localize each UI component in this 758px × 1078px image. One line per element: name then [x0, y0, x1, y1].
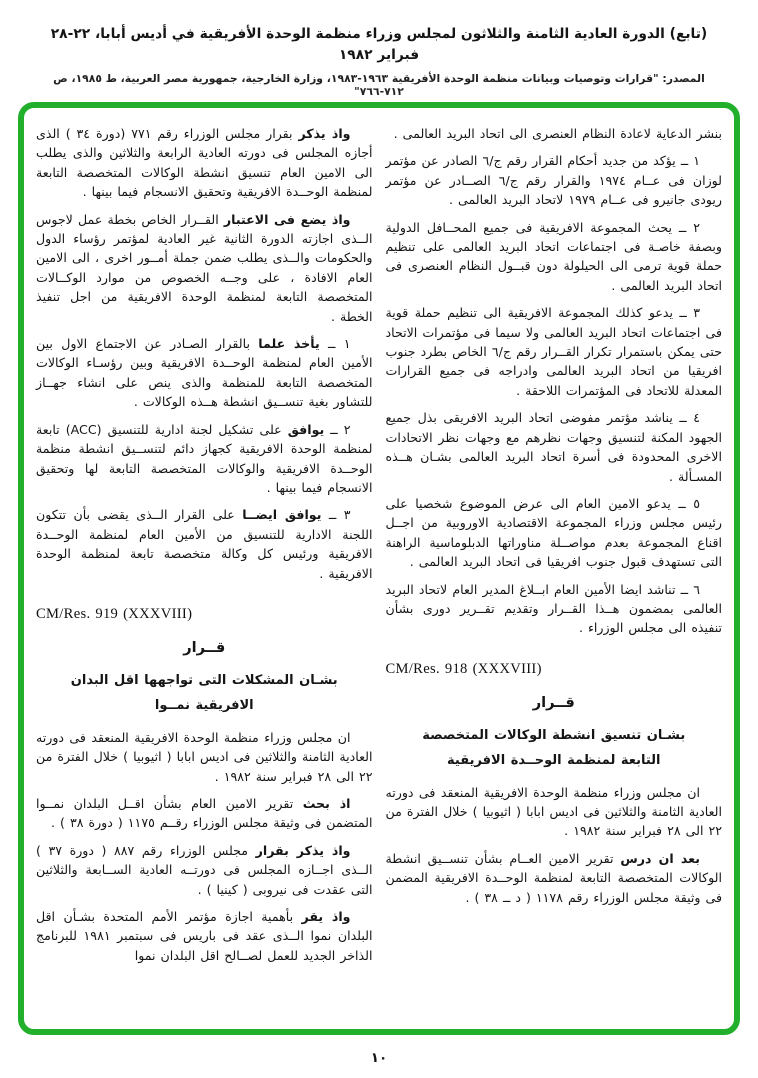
paragraph-lead: واذ يضع فى الاعتبار — [223, 211, 351, 227]
paragraph-text: بنشر الدعاية لاعادة النظام العنصرى الى اتحاد البريد العالمى . — [393, 126, 722, 141]
column-left — [36, 124, 373, 1023]
paragraph-text: بالقرار الصـادر عن الاجتماع الاول بين الأمين العام لمنظمة الوحــدة الافريقية وبين رؤسـاء الوكالات المتخصصة التابعة للمنظمة والذى ينص على انشاء جهــاز للتشاور بغية تنســيق انشطة هــذه الوكالات . — [36, 336, 373, 410]
resolution-reference: CM/Res. 919 (XXXVIII) — [36, 605, 193, 622]
session-title: (تابع) الدورة العادية الثامنة والثلاثون لمجلس وزراء منظمة الوحدة الأفريقية في أديس أبابا، ٢٢-٢٨ فبراير ١٩٨٢ — [50, 26, 708, 63]
paragraph — [386, 849, 723, 907]
paragraph — [386, 783, 723, 841]
paragraph-lead: واذ يذكر — [298, 126, 351, 141]
paragraph — [386, 218, 723, 296]
paragraph — [386, 303, 723, 400]
paragraph — [36, 505, 373, 583]
resolution-subject-line: بشـان المشكلات التى تواجهها اقل البدان — [70, 672, 338, 688]
paragraph-lead: يوافق ايضــا — [242, 507, 322, 523]
resolution-heading: قــرار — [183, 639, 226, 657]
paragraph-text: على تشكيل لجنة ادارية للتنسيق (ACC) تابعة لمنظمة الوحدة الافريقية كجهاز دائم لتنســيق انشطة منظمة الوحــدة الافريقية والوكالات المتخصصة التابعة لها وتحقيق الانسجام فيما بينها . — [36, 421, 373, 495]
document-frame — [18, 102, 740, 1035]
paragraph — [36, 841, 373, 899]
paragraph — [36, 907, 373, 965]
paragraph — [386, 580, 723, 638]
paragraph — [36, 124, 373, 202]
resolution-heading: قــرار — [532, 694, 575, 712]
resolution-subject — [36, 668, 373, 718]
paragraph-text: بقرار مجلس الوزراء رقم ٧٧١ (دورة ٣٤ ) الذى أجازه المجلس فى دورته العادية الرابعة والثلاثين والذى يطلب الى الامين العام تنسيق انشطة الوكالات المتخصصة التابعة لمنظمة الوحــدة الافريقية وتحقيق الانسجام فيما بينها . — [36, 126, 373, 200]
paragraph-text: ٤ ــ يناشد مؤتمر مفوضى اتحاد البريد الافريقى بذل جميع الجهود المكنة لتنسيق وجهات نظرهم مع وجهات نظر الاتحادات الاخرى المحدودة فى أسرة اتحاد البريد العالمى بشـان هــذه المسـألة . — [385, 410, 722, 484]
paragraph — [36, 334, 373, 412]
paragraph-number: ٣ ــ — [321, 507, 351, 523]
paragraph-text: ٢ ــ يحث المجموعة الافريقية فى جميع المحــافل الدولية وبصفة خاصـة فى اجتماعات اتحاد البريد العالمى على تنظيم حملة قوية ترمى الى الحيلولة دون قبــول النظام العنصرى فى اتحاد البريد العالمى . — [385, 219, 722, 293]
resolution-subject-line: التابعة لمنظمة الوحــدة الافريقية — [447, 752, 661, 768]
paragraph-text: ٦ ــ تناشد ايضا الأمين العام ابــلاغ المدير العام لاتحاد البريد العالمى بمضمون هــذا القــرار وتقديم تقــرير دورى بشأن تنفيذه الى مجلس الوزراء . — [385, 581, 722, 636]
paragraph-text: تقرير الامين العام بشأن اقــل البلدان نمــوا المتضمن فى وثيقة مجلس الوزراء رقــم ١١٧٥ ( دورة ٣٨ ) . — [36, 795, 373, 831]
paragraph-text: على القرار الــذى يقضى بأن تتكون اللجنة الادارية للتنسيق من الأمين العام لمنظمة الوحــدة الافريقية ورئيس كل وكالة متخصصة تابعة لمنظمة الوحدة الافريقية . — [36, 507, 373, 581]
columns-container — [24, 108, 734, 1029]
paragraph-text: ٣ ــ يدعو كذلك المجموعة الافريقية الى تنظيم حملة قوية فى اجتماعات اتحاد البريد العالمى ولا سيما فى مؤتمرات الاتحاد حتى يمكن باستمرار تكرار القــرار رقم ج/٦ الخاص بطرد جنوب افريقيا من اتحاد البريد العالمى وادراجه فى جميع القرارات المعدلة للاتحاد فى المؤتمرات اللاحقة . — [385, 305, 722, 398]
resolution-subject-line: الافريقية نمــوا — [154, 697, 254, 713]
paragraph-number: ١ ــ — [319, 336, 351, 352]
paragraph-text: بأهمية اجازة مؤتمر الأمم المتحدة بشـأن اقل البلدان نموا الــذى عقد فى باريس فى سبتمبر ١٩٨١ للبرنامج الذاخر الجديد للعمل لصــالح اقل البلدان نموا — [36, 909, 373, 963]
paragraph-lead: يأخذ علما — [258, 336, 320, 352]
paragraph-text: مجلس الوزراء رقم ٨٨٧ ( دورة ٣٧ ) الــذى اجــازه المجلس فى دورتــه العادية الســابعة والثلاثين التى عقدت فى نيروبى ( كينيا ) . — [36, 842, 373, 897]
paragraph-lead: يوافق — [287, 421, 325, 437]
paragraph-text: ان مجلس وزراء منظمة الوحدة الافريقية المنعقد فى دورته العادية الثامنة والثلاثين فى اديس ابابا ( اثيوبيا ) خلال الفترة من ٢٢ الى ٢٨ فبراير سنة ١٩٨٢ . — [385, 784, 722, 839]
page-number: ١٠ — [370, 1050, 388, 1066]
paragraph — [386, 151, 723, 209]
paragraph-text: تقرير الامين العــام بشأن تنســيق انشطة الوكالات المتخصصة التابعة لمنظمة الوحــدة الافريقية المضمن فى وثيقة مجلس الوزراء رقم ١١٧٨ ( د ــ ٣٨ ) . — [385, 850, 722, 905]
page-header — [28, 24, 730, 98]
paragraph — [36, 794, 373, 833]
paragraph-lead: واذ يقر — [301, 909, 351, 924]
paragraph — [386, 494, 723, 572]
paragraph — [386, 124, 723, 143]
column-right — [386, 124, 723, 1023]
paragraph-text: ٥ ــ يدعو الامين العام الى عرض الموضوع شخصيا على رئيس مجلس وزراء المجموعة الاقتصادية الاوروبية من اجــل اقناع المجموعة بعدم مواصــلة مناوراتها الدبلوماسية الراهنة التى تستهدف قبول جنوب افريقيا فى اتحاد البريد العالمى . — [385, 495, 722, 570]
paragraph — [36, 210, 373, 326]
paragraph-text: ١ ــ يؤكد من جديد أحكام القرار رقم ج/٦ الصادر عن مؤتمر لوزان فى عــام ١٩٧٤ والقرار رقم ج/٦ الصــادر عن مؤتمر ريودى جانيرو فى عــام ١٩٧٩ لاتحاد البريد العالمى . — [385, 153, 723, 208]
paragraph-text: ان مجلس وزراء منظمة الوحدة الافريقية المنعقد فى دورته العادية الثامنة والثلاثين فى اديس ابابا ( اثيوبيا ) خلال الفترة من ٢٢ الى ٢٨ فبراير سنة ١٩٨٢ . — [36, 729, 373, 784]
source-citation: المصدر: "قرارات وتوصيات وبيانات منظمة الوحدة الأفريقية ١٩٦٣-١٩٨٣، وزارة الخارجية، جمهورية مصر العربية، ط ١٩٨٥، ص ٧١٢-٧٦٦" — [53, 72, 705, 99]
resolution-reference: CM/Res. 918 (XXXVIII) — [385, 660, 542, 677]
resolution-subject-line: بشـان تنسيق انشطة الوكالات المتخصصة — [422, 727, 686, 743]
paragraph — [386, 408, 723, 486]
resolution-subject — [386, 723, 723, 773]
paragraph-text: القــرار الخاص بخطة عمل لاجوس الــذى اجازته الدورة الثانية غير العادية لمؤتمر رؤساء الدول والحكومات والــذى يطلب ضمن جملة أمــور اخرى ، الى الامين العام الافادة ، على وجــه الخصوص من موارد الوكــالات المتخصصة التابعة لمنظمة الوحدة الافريقية من اجل تنفيذ الخطة . — [36, 211, 373, 324]
paragraph — [36, 420, 373, 498]
paragraph-lead: اذ بحث — [302, 795, 351, 811]
paragraph-lead: واذ يذكر بقرار — [255, 842, 351, 858]
paragraph — [36, 728, 373, 786]
paragraph-number: ٢ ــ — [324, 421, 351, 437]
paragraph-lead: بعد ان درس — [620, 850, 700, 866]
